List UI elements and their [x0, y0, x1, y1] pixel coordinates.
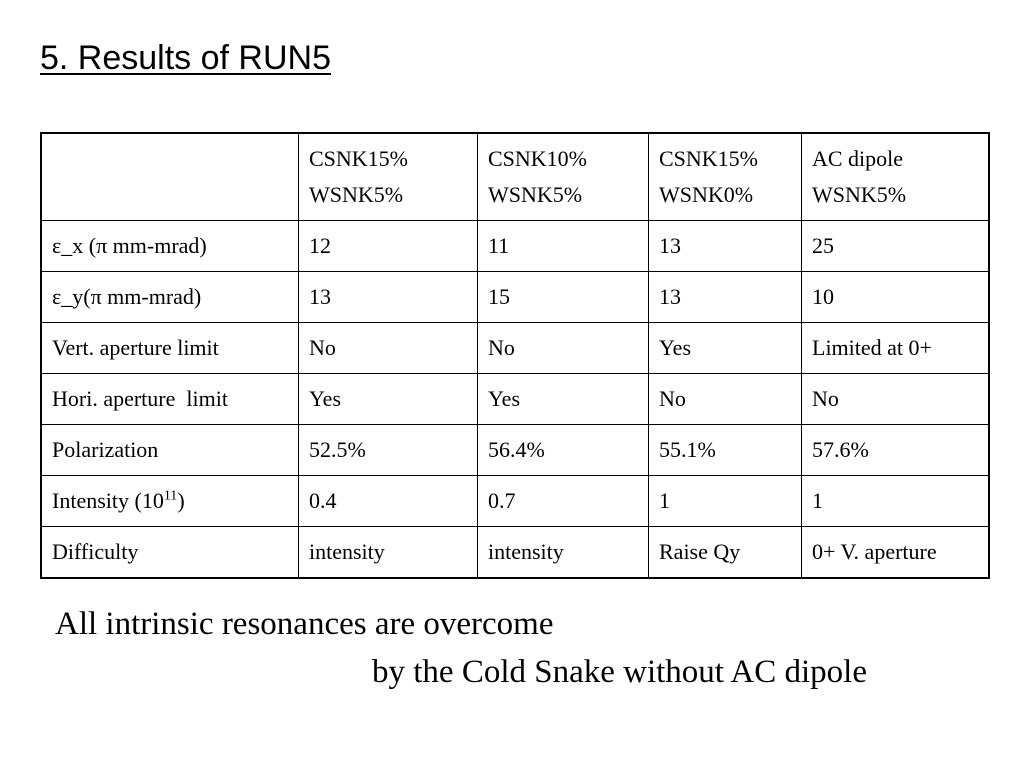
table-row	[41, 374, 989, 425]
row-label: ε_x (π mm-mrad)	[41, 221, 299, 272]
header-cell: CSNK15% WSNK5%	[299, 133, 478, 221]
table-cell: 12	[299, 221, 478, 272]
table-cell: 11	[478, 221, 649, 272]
table-cell: 52.5%	[299, 425, 478, 476]
table-cell: No	[802, 374, 990, 425]
row-label: Polarization	[41, 425, 299, 476]
table-cell: Raise Qy	[649, 527, 802, 579]
table-cell: No	[299, 323, 478, 374]
table-cell: No	[649, 374, 802, 425]
table-cell: 13	[649, 272, 802, 323]
table-header-row	[41, 133, 989, 221]
table-cell: 25	[802, 221, 990, 272]
table-cell: Yes	[299, 374, 478, 425]
table-cell: 1	[649, 476, 802, 527]
header-cell-empty	[41, 133, 299, 221]
table-cell: 0.4	[299, 476, 478, 527]
table-cell: Yes	[478, 374, 649, 425]
row-label: Hori. aperture limit	[41, 374, 299, 425]
table-row	[41, 476, 989, 527]
row-label: Intensity $(10^{11})$	[41, 476, 299, 527]
summary-line-2: by the Cold Snake without AC dipole	[372, 654, 867, 690]
table-cell: 57.6%	[802, 425, 990, 476]
table-row	[41, 527, 989, 579]
table-row	[41, 221, 989, 272]
table-row	[41, 323, 989, 374]
row-label: Difficulty	[41, 527, 299, 579]
table-row	[41, 425, 989, 476]
table-cell: 56.4%	[478, 425, 649, 476]
table-cell: intensity	[478, 527, 649, 579]
table-cell: intensity	[299, 527, 478, 579]
table-cell: Limited at 0+	[802, 323, 990, 374]
table-row	[41, 272, 989, 323]
table-cell: 10	[802, 272, 990, 323]
table-cell: No	[478, 323, 649, 374]
table-cell: 1	[802, 476, 990, 527]
row-label: Vert. aperture limit	[41, 323, 299, 374]
header-cell: CSNK15% WSNK0%	[649, 133, 802, 221]
summary-line-1: All intrinsic resonances are overcome	[55, 606, 554, 642]
header-cell: CSNK10% WSNK5%	[478, 133, 649, 221]
table-cell: 0.7	[478, 476, 649, 527]
header-cell: AC dipole WSNK5%	[802, 133, 990, 221]
table-cell: 13	[299, 272, 478, 323]
results-table	[40, 132, 990, 579]
table-cell: 0+ V. aperture	[802, 527, 990, 579]
row-label: ε_y(π mm-mrad)	[41, 272, 299, 323]
table-cell: 13	[649, 221, 802, 272]
table-cell: Yes	[649, 323, 802, 374]
table-cell: 15	[478, 272, 649, 323]
table-cell: 55.1%	[649, 425, 802, 476]
page-title: 5. Results of RUN5	[40, 39, 331, 77]
